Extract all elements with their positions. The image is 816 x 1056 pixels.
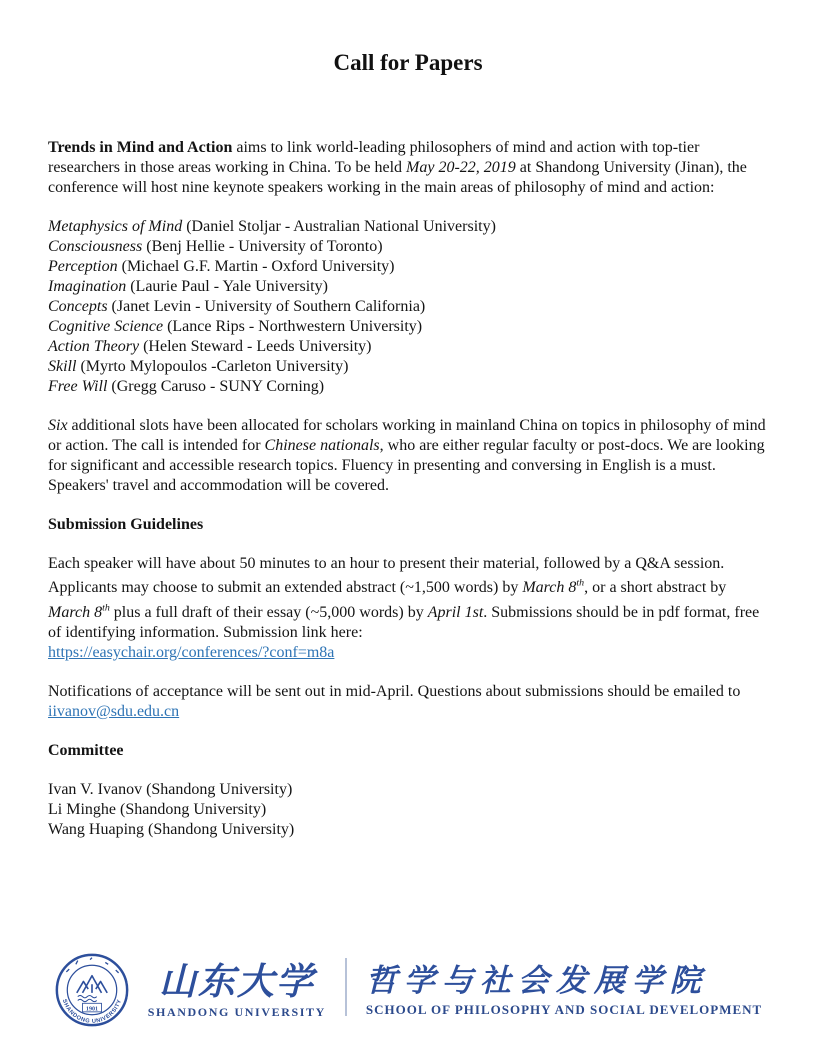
speaker-line: [48, 317, 768, 337]
committee-list: [48, 780, 768, 840]
text-run: April 1st: [427, 603, 484, 621]
speaker-topic: Perception: [48, 258, 118, 275]
text-run: Notifications of acceptance will be sent out in mid-April. Questions about submissions should be emailed to: [48, 682, 741, 700]
slots-paragraph: [48, 416, 768, 496]
intro-paragraph: [48, 138, 768, 198]
speaker-detail: (Daniel Stoljar - Australian National University): [186, 218, 496, 235]
shandong-university-seal-logo: [54, 952, 130, 1028]
committee-heading: Committee: [48, 741, 124, 759]
speaker-detail: (Michael G.F. Martin - Oxford University): [121, 258, 395, 275]
text-run: . Submissions should be in pdf format, free of identifying information. Submission link here:: [48, 603, 760, 641]
text-run: March 8: [48, 603, 103, 621]
speaker-topic: Free Will: [48, 378, 108, 395]
text-run: plus a full draft of their essay (~5,000 words) by: [109, 603, 428, 621]
speaker-detail: (Benj Hellie - University of Toronto): [146, 238, 383, 255]
university-name-chinese: 山东大学: [158, 960, 315, 1003]
speaker-detail: (Gregg Caruso - SUNY Corning): [111, 378, 325, 395]
speaker-line: [48, 257, 768, 277]
speaker-topic: Concepts: [48, 298, 108, 315]
seal-ring-text: SHANDONG UNIVERSITY: [60, 998, 123, 1025]
speaker-line: [48, 357, 768, 377]
submission-guidelines-heading: Submission Guidelines: [48, 516, 204, 533]
conference-name: Trends in Mind and Action: [48, 139, 233, 156]
text-run: at Shandong University (Jinan), the conference will host nine keynote speakers working in the main areas of philosophy of mind and action:: [48, 159, 747, 196]
text-run: Chinese nationals: [264, 437, 380, 454]
university-name-english: SHANDONG UNIVERSITY: [147, 1005, 326, 1019]
text-run: th: [576, 578, 585, 589]
speaker-topic: Action Theory: [48, 338, 140, 355]
submission-paragraph: [48, 554, 768, 663]
text-run: th: [102, 602, 110, 614]
speaker-line: [48, 377, 768, 397]
speaker-topic: Imagination: [48, 278, 127, 295]
text-run: March 8: [522, 579, 577, 597]
school-name-chinese: 哲学与社会发展学院: [365, 963, 708, 999]
speaker-detail: (Janet Levin - University of Southern California): [111, 298, 426, 315]
university-wordmark: [148, 961, 326, 1019]
footer-logos: [0, 952, 816, 1028]
school-name-english: SCHOOL OF PHILOSOPHY AND SOCIAL DEVELOPMENT: [365, 1002, 763, 1017]
school-wordmark: [366, 963, 762, 1017]
speaker-line: [48, 237, 768, 257]
notifications-paragraph: [48, 682, 768, 722]
speaker-topic: Consciousness: [48, 238, 143, 255]
footer-divider: [345, 958, 347, 1016]
speaker-line: [48, 297, 768, 317]
mountain-icon: [77, 976, 107, 993]
speaker-detail: (Laurie Paul - Yale University): [130, 278, 328, 295]
text-run: Six: [48, 417, 68, 434]
text-run: , who are either regular faculty or post-docs. We are looking for significant and accessible research topics. Fluency in presenting and conversing in English is a must. Speakers' travel and accommodation will be covered.: [48, 437, 765, 494]
speaker-detail: (Helen Steward - Leeds University): [143, 338, 372, 355]
committee-member: Wang Huaping (Shandong University): [48, 820, 295, 838]
speakers-list: [48, 217, 768, 397]
conference-dates: May 20-22, 2019: [406, 159, 516, 176]
speaker-detail: (Myrto Mylopoulos -Carleton University): [80, 358, 349, 375]
email-link[interactable]: iivanov@sdu.edu.cn: [48, 702, 180, 720]
speaker-topic: Cognitive Science: [48, 318, 164, 335]
speaker-detail: (Lance Rips - Northwestern University): [167, 318, 423, 335]
page-title: Call for Papers: [333, 50, 483, 75]
seal-year: 1901: [85, 1006, 98, 1013]
committee-member: Li Minghe (Shandong University): [48, 800, 267, 818]
speaker-line: [48, 217, 768, 237]
submission-text: [48, 555, 759, 641]
text-run: Each speaker will have about 50 minutes to an hour to present their material, followed by a Q&A session. Applicants may choose to submit an extended abstract (~1,500 words) by: [48, 555, 725, 597]
submission-url-link[interactable]: https://easychair.org/conferences/?conf=m8a: [48, 643, 335, 661]
text-run: additional slots have been allocated for scholars working in mainland China on topics in philosophy of mind or action. The call is intended for: [48, 417, 766, 454]
text-run: , or a short abstract by: [584, 579, 727, 597]
speaker-topic: Metaphysics of Mind: [48, 218, 183, 235]
waves-icon: [78, 995, 97, 1001]
speaker-line: [48, 277, 768, 297]
speaker-line: [48, 337, 768, 357]
text-run: aims to link world-leading philosophers of mind and action with top-tier researchers in those areas working in China. To be held: [48, 139, 700, 176]
committee-member: Ivan V. Ivanov (Shandong University): [48, 780, 293, 798]
speaker-topic: Skill: [48, 358, 77, 375]
